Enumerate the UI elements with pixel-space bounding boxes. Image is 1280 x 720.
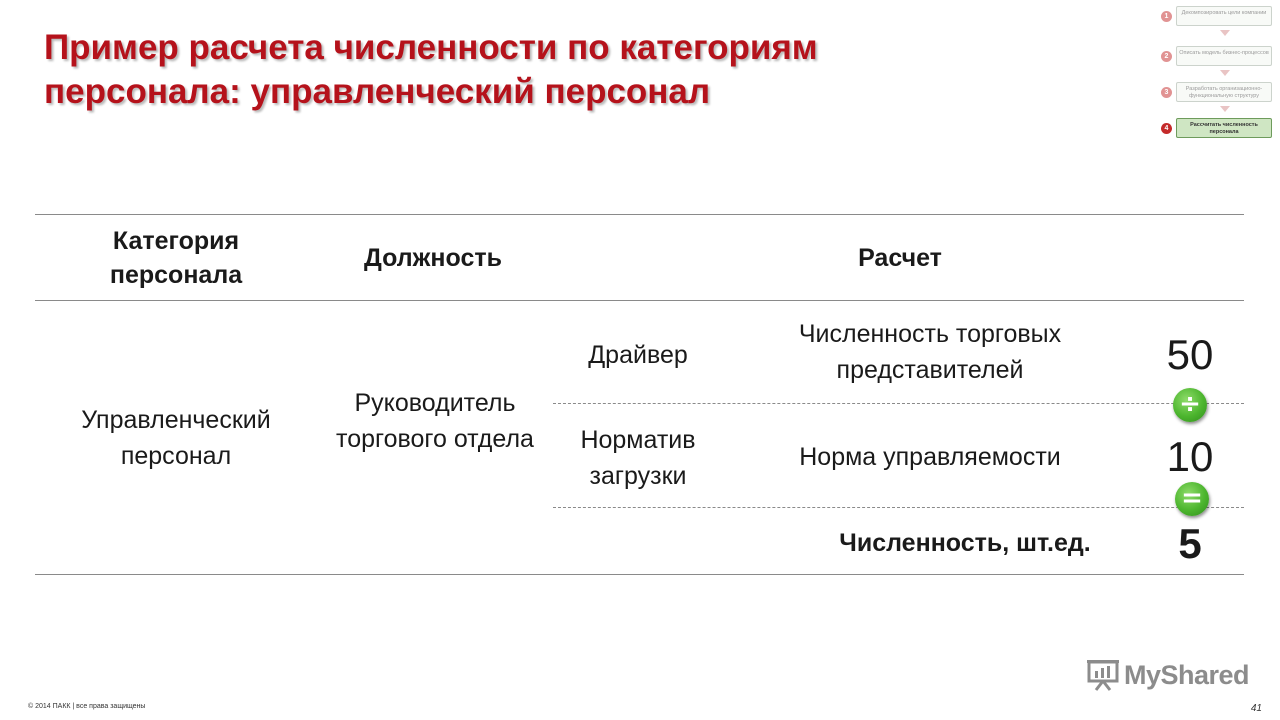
- step-number-badge: 2: [1161, 51, 1172, 62]
- result-value: 5: [1178, 520, 1202, 567]
- down-arrow-icon: [1220, 70, 1230, 76]
- footer-copyright: © 2014 ПАКК | все права защищены: [28, 703, 146, 710]
- presentation-board-icon: [1086, 658, 1120, 692]
- description-driver: Численность торговых представителей: [798, 320, 1062, 384]
- down-arrow-icon: [1220, 30, 1230, 36]
- category-value: Управленческий персонал: [81, 406, 271, 470]
- header-position: Должность: [364, 244, 502, 272]
- step-number-badge: 4: [1161, 123, 1172, 134]
- step-number-badge: 3: [1161, 87, 1172, 98]
- header-category: Категория персонала: [109, 227, 243, 289]
- result-label: Численность, шт.ед.: [839, 529, 1091, 557]
- step-label: Рассчитать численность персонала: [1176, 118, 1272, 138]
- process-step-4: [1158, 118, 1274, 138]
- position-value: Руководитель торгового отдела: [336, 389, 534, 453]
- header-calculation: Расчет: [858, 244, 942, 272]
- table-bottom-rule: [35, 574, 1244, 575]
- process-step-1: [1158, 6, 1274, 26]
- row-divider-dashed: [553, 403, 1244, 404]
- value-norm: 10: [1166, 433, 1214, 480]
- step-label: Декомпозировать цели компании: [1176, 6, 1272, 26]
- row-divider-dashed: [553, 507, 1244, 508]
- equals-icon: =: [1175, 482, 1209, 516]
- step-number-badge: 1: [1161, 11, 1172, 22]
- factor-driver: Драйвер: [588, 341, 688, 369]
- value-driver: 50: [1166, 331, 1214, 378]
- watermark-logo: [1086, 656, 1250, 696]
- watermark-text: MyShared: [1124, 660, 1250, 690]
- slide-title-line-1: Пример расчета численности по категориям: [44, 28, 818, 67]
- down-arrow-icon: [1220, 106, 1230, 112]
- factor-norm: Норматив загрузки: [580, 426, 696, 490]
- process-step-3: [1158, 82, 1274, 102]
- step-label: Описать модель бизнес-процессов: [1176, 46, 1272, 66]
- process-step-2: [1158, 46, 1274, 66]
- divide-icon: ÷: [1173, 388, 1207, 422]
- table-header-rule: [35, 300, 1244, 301]
- process-step-4-active: [1158, 118, 1274, 142]
- page-number: 41: [1250, 703, 1262, 714]
- description-norm: Норма управляемости: [799, 443, 1061, 471]
- table-top-rule: [35, 214, 1244, 215]
- slide-title: [44, 26, 1124, 114]
- slide-title-line-2: персонала: управленческий персонал: [44, 72, 711, 111]
- step-label: Разработать организационно-функциональную структуру: [1176, 82, 1272, 102]
